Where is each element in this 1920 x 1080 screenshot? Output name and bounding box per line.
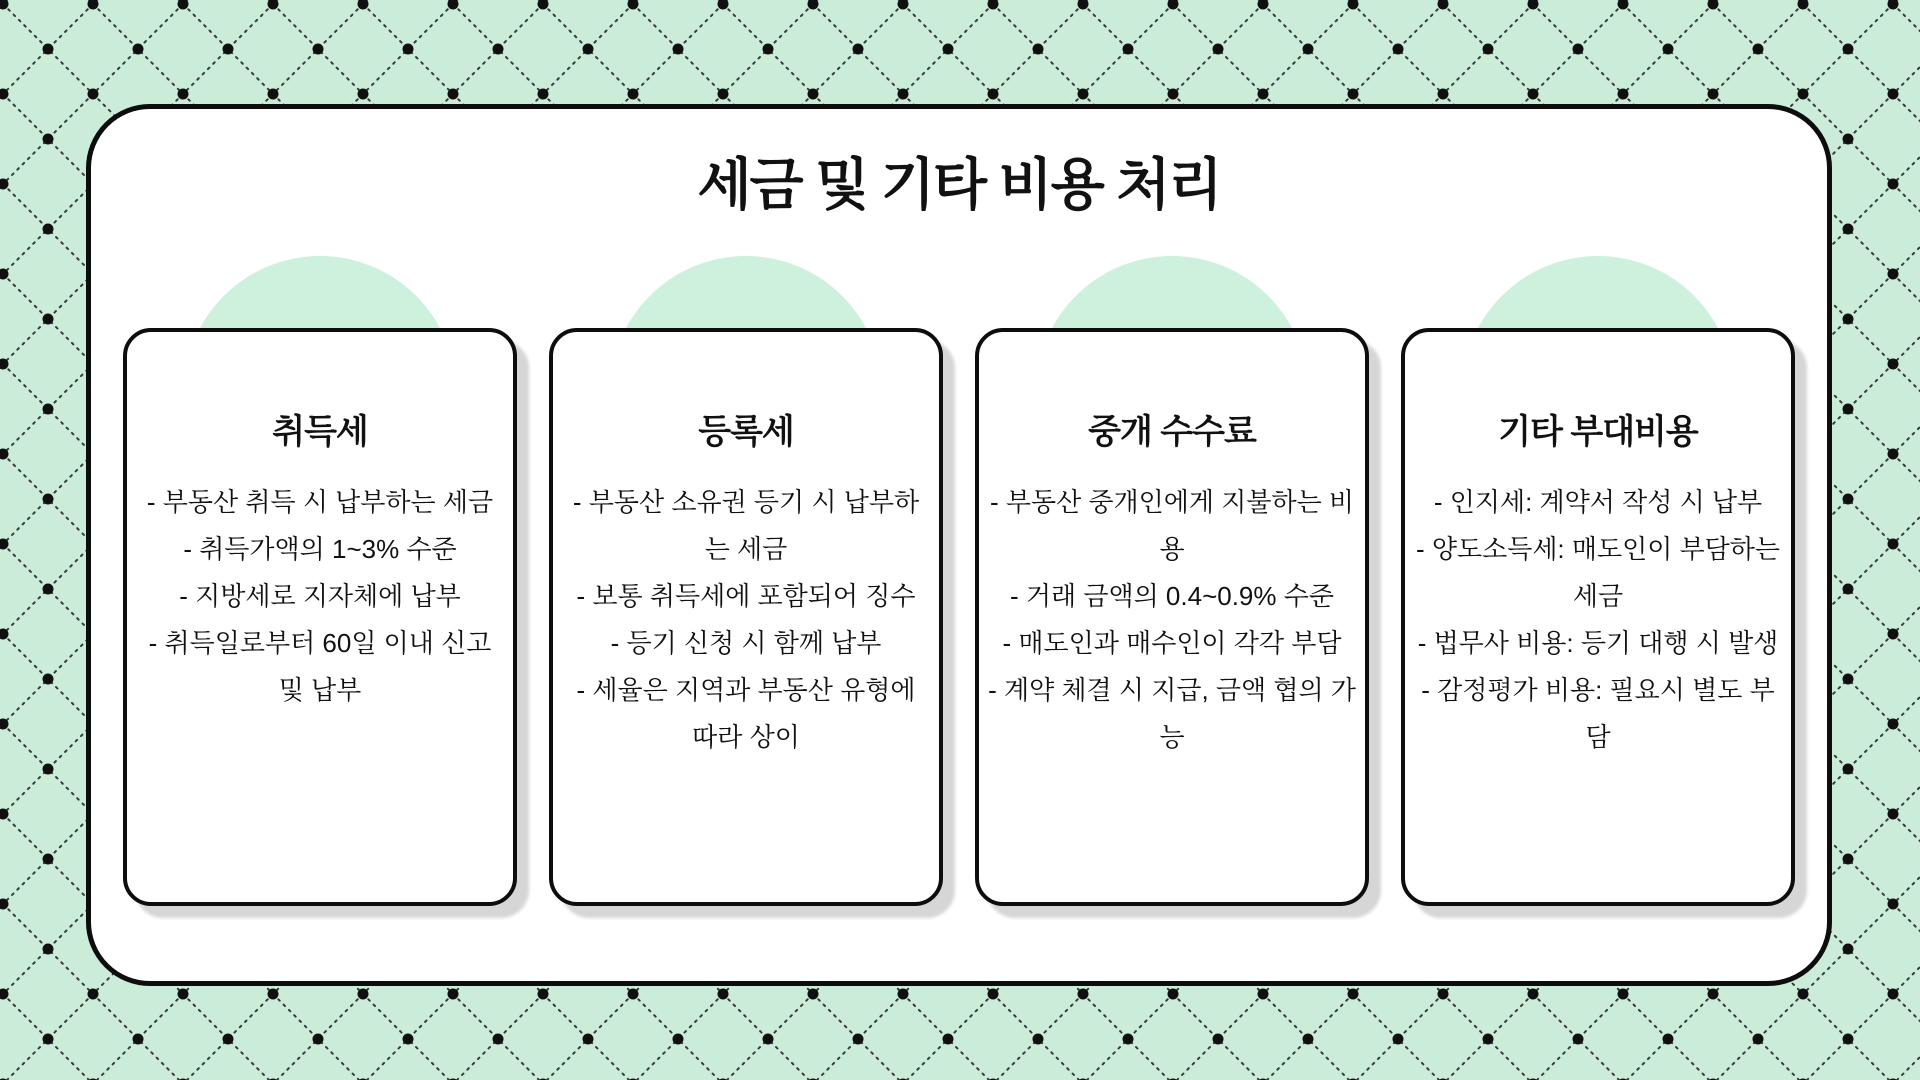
card-heading: 등록세 <box>698 413 794 451</box>
card-bullet: - 세율은 지역과 부동산 유형에 따라 상이 <box>576 675 916 752</box>
card-wrap-registration-tax <box>549 328 943 906</box>
card-wrap-acquisition-tax <box>123 328 517 906</box>
cards-row <box>91 328 1827 906</box>
card-wrap-other-costs <box>1401 328 1795 906</box>
card-bullet: - 부동산 중개인에게 지불하는 비용 <box>989 487 1355 564</box>
card-bullet: - 매도인과 매수인이 각각 부담 <box>1002 628 1342 658</box>
card-bullet: - 부동산 취득 시 납부하는 세금 <box>146 487 494 517</box>
slide-panel <box>86 104 1832 986</box>
card-bullet: - 법무사 비용: 등기 대행 시 발생 <box>1417 628 1779 658</box>
card-bullet: - 계약 체결 시 지급, 금액 협의 가능 <box>988 675 1356 752</box>
card-other-costs <box>1401 328 1795 906</box>
card-bullets <box>1413 479 1783 761</box>
card-brokerage-fee <box>975 328 1369 906</box>
card-heading: 기타 부대비용 <box>1498 413 1698 451</box>
card-heading: 취득세 <box>272 413 368 451</box>
page-title: 세금 및 기타 비용 처리 <box>697 153 1221 216</box>
card-heading: 중개 수수료 <box>1088 413 1256 451</box>
card-bullets <box>135 479 505 714</box>
card-bullet: - 인지세: 계약서 작성 시 납부 <box>1433 487 1763 517</box>
card-acquisition-tax <box>123 328 517 906</box>
card-wrap-brokerage-fee <box>975 328 1369 906</box>
card-bullet: - 지방세로 지자체에 납부 <box>179 581 461 611</box>
card-bullet: - 취득일로부터 60일 이내 신고 및 납부 <box>148 628 492 705</box>
card-bullet: - 거래 금액의 0.4~0.9% 수준 <box>1010 581 1334 611</box>
card-bullet: - 양도소득세: 매도인이 부담하는 세금 <box>1415 534 1781 611</box>
card-bullet: - 부동산 소유권 등기 시 납부하는 세금 <box>572 487 920 564</box>
card-registration-tax <box>549 328 943 906</box>
card-bullets <box>561 479 931 761</box>
card-bullet: - 보통 취득세에 포함되어 징수 <box>576 581 916 611</box>
card-bullets <box>987 479 1357 761</box>
card-bullet: - 등기 신청 시 함께 납부 <box>610 628 882 658</box>
card-bullet: - 취득가액의 1~3% 수준 <box>183 534 457 564</box>
card-bullet: - 감정평가 비용: 필요시 별도 부담 <box>1421 675 1775 752</box>
